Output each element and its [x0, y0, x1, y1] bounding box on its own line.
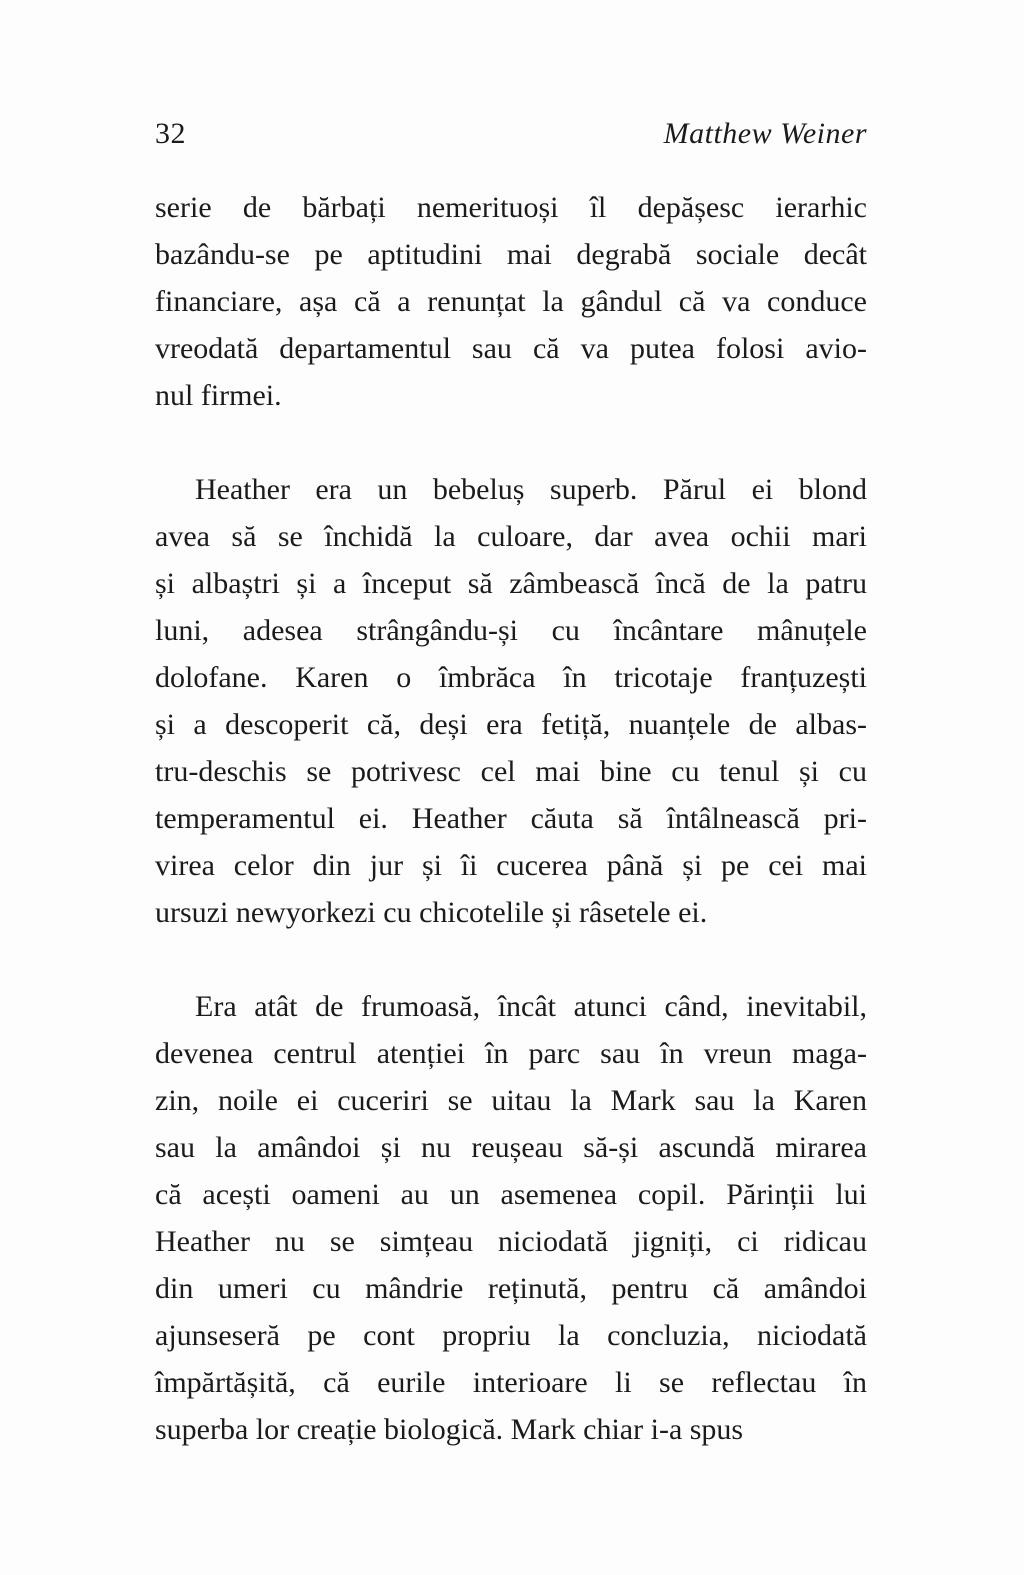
text-line: luni, adesea strângându-și cu încântare mânuțele	[155, 614, 867, 647]
text-line: și a descoperit că, deși era fetiță, nuanțele de albas-	[155, 708, 867, 741]
text-line: și albaștri și a început să zâmbească încă de la patru	[155, 567, 867, 600]
text-line: din umeri cu mândrie reținută, pentru că amândoi	[155, 1272, 867, 1305]
text-line: vreodată departamentul sau că va putea folosi avio-	[155, 332, 867, 365]
text-line: zin, noile ei cuceriri se uitau la Mark sau la Karen	[155, 1084, 867, 1117]
paragraph-3	[155, 983, 867, 1453]
text-line: Heather era un bebeluș superb. Părul ei blond	[195, 473, 867, 506]
text-line: bazându-se pe aptitudini mai degrabă sociale decât	[155, 238, 867, 271]
running-header-author: Matthew Weiner	[663, 117, 867, 150]
text-line: ajunseseră pe cont propriu la concluzia, niciodată	[155, 1319, 867, 1352]
text-line: avea să se închidă la culoare, dar avea ochii mari	[155, 520, 867, 553]
text-line: serie de bărbați nemerituoși îl depășesc ierarhic	[155, 191, 867, 224]
text-line: devenea centrul atenției în parc sau în vreun maga-	[155, 1037, 867, 1070]
text-line: Heather nu se simțeau niciodată jigniți, ci ridicau	[155, 1225, 867, 1258]
text-block	[155, 184, 867, 1453]
running-head	[155, 116, 867, 152]
text-line: dolofane. Karen o îmbrăca în tricotaje franțuzești	[155, 661, 867, 694]
text-line: Era atât de frumoasă, încât atunci când, inevitabil,	[195, 990, 867, 1023]
text-line: temperamentul ei. Heather căuta să întâlnească pri-	[155, 802, 867, 835]
page-number: 32	[155, 117, 186, 150]
text-line: ursuzi newyorkezi cu chicotelile și râsetele ei.	[155, 896, 708, 929]
paragraph-2	[155, 466, 867, 936]
paragraph-1	[155, 184, 867, 419]
text-line: împărtășită, că eurile interioare li se reflectau în	[155, 1366, 867, 1399]
text-line: tru-deschis se potrivesc cel mai bine cu tenul și cu	[155, 755, 867, 788]
text-line: sau la amândoi și nu reușeau să-și ascundă mirarea	[155, 1131, 867, 1164]
text-line: superba lor creație biologică. Mark chiar i-a spus	[155, 1413, 744, 1446]
text-line: că acești oameni au un asemenea copil. Părinții lui	[155, 1178, 867, 1211]
text-line: financiare, așa că a renunțat la gândul că va conduce	[155, 285, 867, 318]
text-line: virea celor din jur și îi cucerea până și pe cei mai	[155, 849, 867, 882]
text-line: nul firmei.	[155, 379, 282, 412]
